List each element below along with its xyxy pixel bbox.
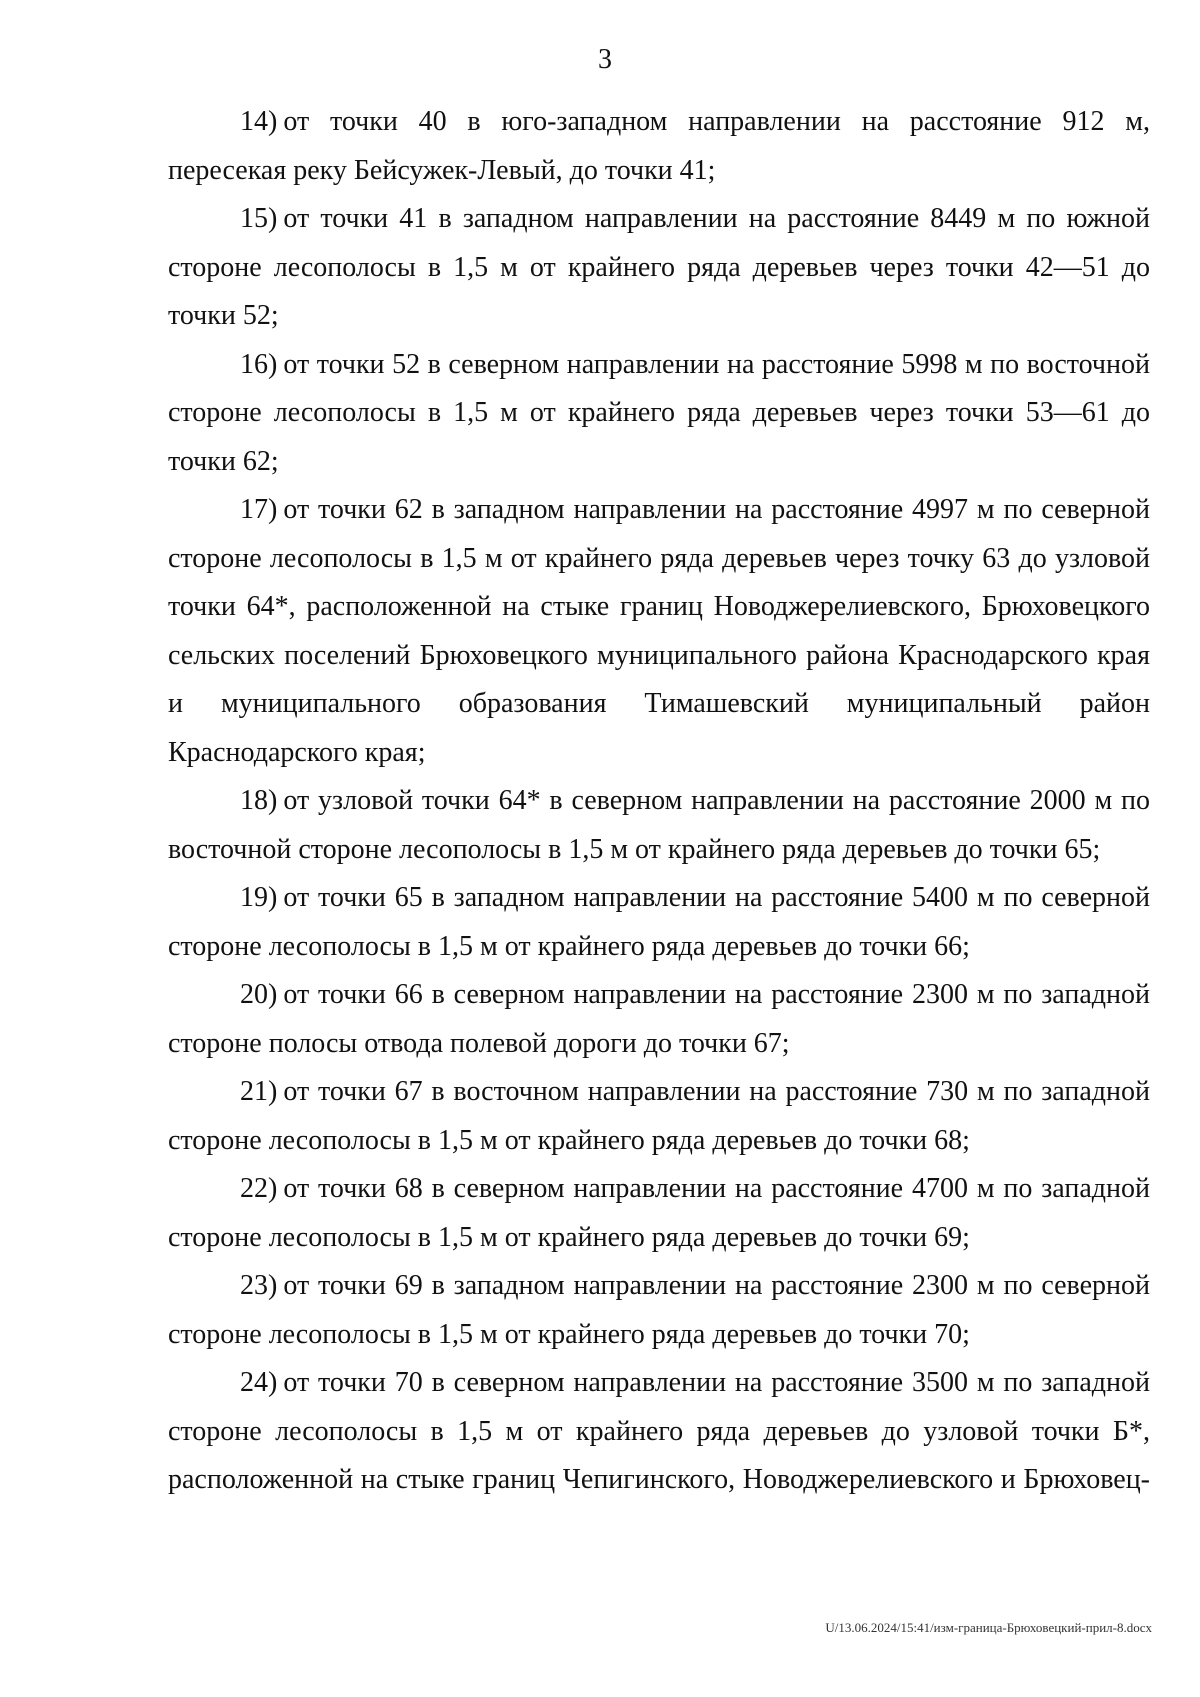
file-path-footer: U/13.06.2024/15:41/изм-граница-Брюховецкий-прил-8.docx [825, 1620, 1152, 1635]
page-number: 3 [598, 44, 612, 75]
paragraph-text: от точки 65 в западном направлении на расстояние 5400 м по северной стороне лесополосы в 1,5 м от крайнего ряда деревьев до точки 66; [168, 882, 1150, 962]
paragraph-22 [168, 1165, 1150, 1262]
paragraph-text: от точки 68 в северном направлении на расстояние 4700 м по западной стороне лесополосы в 1,5 м от крайнего ряда деревьев до точки 69; [168, 1173, 1150, 1253]
paragraph-text: от узловой точки 64* в северном направлении на расстояние 2000 м по восточной стороне лесополосы в 1,5 м от крайнего ряда деревьев до точки 65; [168, 785, 1150, 865]
paragraph-text: от точки 62 в западном направлении на расстояние 4997 м по северной стороне лесополосы в 1,5 м от крайнего ряда деревьев через точку 63 до узловой точки 64*, расположенной на стыке границ Новоджерелиевского, Брюховецкого сельских поселений Брюховецкого муниципального района Краснодарского края и муниципального образования Тимашевский муниципальный район Краснодарского края; [168, 494, 1150, 768]
paragraph-number: 16) [240, 348, 278, 380]
paragraph-19 [168, 874, 1150, 971]
paragraph-number: 18) [240, 785, 278, 816]
paragraph-17 [168, 486, 1150, 777]
paragraph-text: от точки 67 в восточном направлении на расстояние 730 м по западной стороне лесополосы в 1,5 м от крайнего ряда деревьев до точки 68; [168, 1076, 1150, 1156]
paragraph-text: от точки 40 в юго-западном направлении на расстояние 912 м, пересекая реку Бейсужек-Левый, до точки 41; [168, 106, 1150, 186]
paragraph-text: от точки 70 в северном направлении на расстояние 3500 м по западной стороне лесополосы в 1,5 м от крайнего ряда деревьев до узловой точки Б*, расположенной на стыке границ Чепигинского, Новоджерелиевского и Брюховец- [168, 1367, 1150, 1495]
paragraph-21 [168, 1068, 1150, 1165]
paragraph-23 [168, 1262, 1150, 1359]
paragraph-15 [168, 195, 1150, 341]
paragraph-text: от точки 66 в северном направлении на расстояние 2300 м по западной стороне полосы отвода полевой дороги до точки 67; [168, 979, 1150, 1059]
paragraph-text: от точки 41 в западном направлении на расстояние 8449 м по южной стороне лесополосы в 1,5 м от крайнего ряда деревьев через точки 42—51 до точки 52; [168, 203, 1150, 331]
paragraph-24 [168, 1359, 1150, 1505]
paragraph-14 [168, 98, 1150, 195]
paragraph-number: 23) [240, 1270, 278, 1301]
paragraph-number: 21) [240, 1076, 278, 1107]
paragraph-number: 24) [240, 1367, 278, 1398]
paragraph-number: 20) [240, 979, 278, 1010]
paragraph-16 [168, 341, 1150, 487]
paragraph-text: от точки 52 в северном направлении на расстояние 5998 м по восточной стороне лесополосы в 1,5 м от крайнего ряда деревьев через точки 53—61 до точки 62; [168, 348, 1150, 477]
paragraph-number: 17) [240, 494, 278, 525]
paragraph-20 [168, 971, 1150, 1068]
paragraph-text: от точки 69 в западном направлении на расстояние 2300 м по северной стороне лесополосы в 1,5 м от крайнего ряда деревьев до точки 70; [168, 1270, 1150, 1350]
document-body [168, 98, 1150, 1505]
paragraph-number: 15) [240, 203, 278, 234]
paragraph-18 [168, 777, 1150, 874]
paragraph-number: 19) [240, 882, 278, 913]
paragraph-number: 14) [240, 106, 278, 137]
paragraph-number: 22) [240, 1173, 278, 1204]
